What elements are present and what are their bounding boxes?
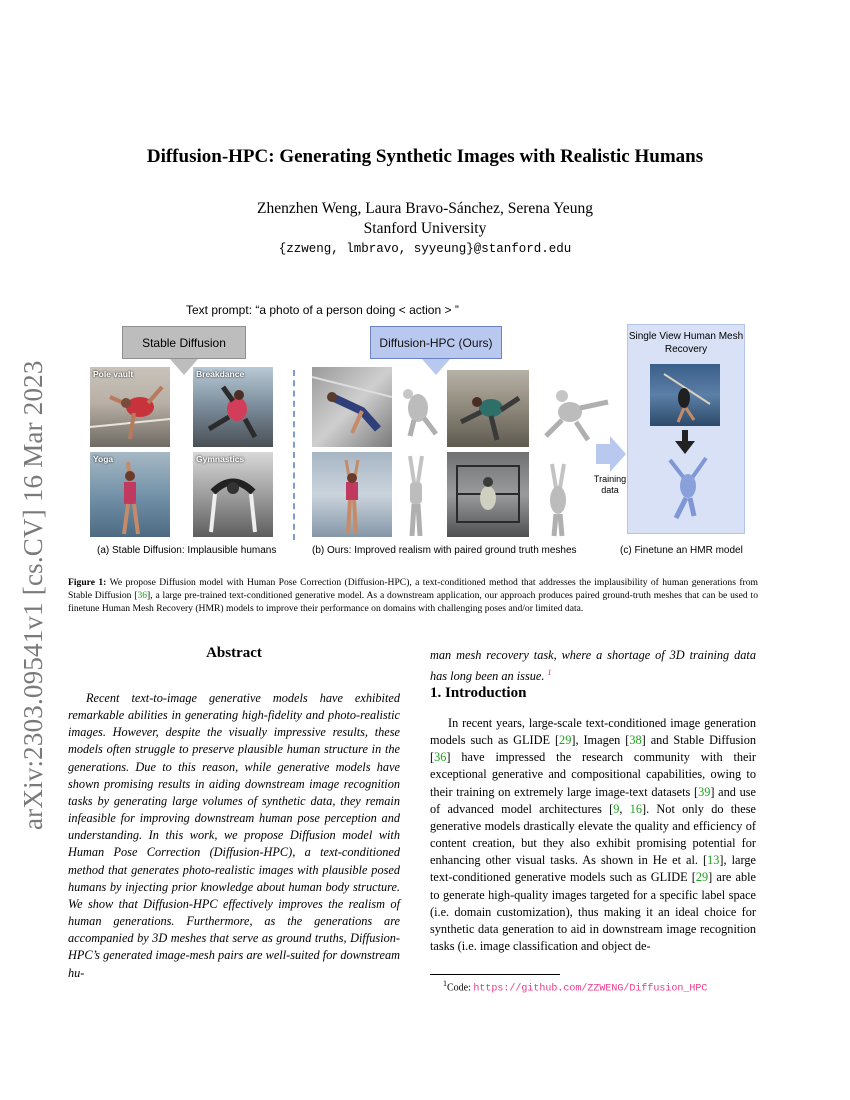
pole-vault-figure bbox=[90, 367, 170, 447]
photo-pole-vault bbox=[90, 367, 170, 447]
citation[interactable]: 36 bbox=[434, 750, 447, 765]
citation[interactable]: 39 bbox=[698, 784, 711, 799]
gymnastics-figure bbox=[193, 452, 273, 537]
photo-ours-yoga bbox=[312, 452, 392, 537]
paper-title: Diffusion-HPC: Generating Synthetic Images with Realistic Humans bbox=[146, 146, 704, 167]
citation[interactable]: 29 bbox=[559, 733, 572, 748]
hmr-input-figure bbox=[650, 364, 720, 426]
figure-divider bbox=[293, 370, 295, 540]
footnote-mark[interactable]: 1 bbox=[547, 668, 552, 678]
mesh-breakdance bbox=[532, 378, 612, 446]
figure-caption bbox=[68, 576, 758, 615]
abstract-continuation bbox=[430, 647, 756, 685]
ours-yoga-figure bbox=[312, 452, 392, 537]
callout-diffusion-hpc: Diffusion-HPC (Ours) bbox=[370, 326, 502, 359]
training-arrow bbox=[596, 444, 610, 464]
photo-ours-breakdance bbox=[447, 370, 529, 447]
caption-text-1: We propose Diffusion model with Human Pose Correction (Diffusion-HPC), a text-conditioned method that addresses the implausibility of human generations from Stable Diffusion [ bbox=[68, 577, 758, 601]
footnote-rule bbox=[430, 974, 560, 975]
photo-ours-pole-vault bbox=[312, 367, 392, 447]
footnote-label: Code: bbox=[447, 982, 474, 994]
breakdance-figure bbox=[193, 367, 273, 447]
training-data-label: Training data bbox=[593, 474, 627, 495]
intro-text: , bbox=[619, 801, 630, 816]
author-list: Zhenzhen Weng, Laura Bravo-Sánchez, Serena Yeung bbox=[257, 200, 593, 217]
abstract-heading: Abstract bbox=[206, 645, 262, 661]
ours-pole-vault-figure bbox=[312, 367, 392, 447]
abstract-continuation-text: man mesh recovery task, where a shortage of 3D training data has long been an issue. bbox=[430, 648, 756, 684]
callout-pointer-ours bbox=[422, 359, 450, 375]
caption-label: Figure 1: bbox=[68, 577, 107, 588]
intro-text: ] have impressed the research community with their exceptional generative and compositional capabilities, owing to their training on extremely large image-text datasets [ bbox=[430, 750, 756, 799]
hmr-output-mesh bbox=[660, 454, 716, 522]
caption-citation[interactable]: 36 bbox=[137, 590, 148, 601]
intro-text: ], Imagen [ bbox=[571, 733, 630, 748]
citation[interactable]: 16 bbox=[629, 801, 643, 816]
photo-label-breakdance: Breakdance bbox=[196, 369, 245, 379]
code-link[interactable]: https://github.com/ZZWENG/Diffusion_HPC bbox=[473, 983, 708, 995]
photo-label-yoga: Yoga bbox=[93, 454, 114, 464]
figure-text-prompt: Text prompt: “a photo of a person doing < action > ” bbox=[186, 303, 459, 317]
ours-gymnastics-figure bbox=[447, 452, 529, 537]
intro-heading: 1. Introduction bbox=[430, 685, 527, 701]
intro-text: ] and use of advanced model architectures [ bbox=[430, 784, 757, 816]
intro-text: ] and Stable Diffusion [ bbox=[430, 733, 756, 765]
mesh-yoga bbox=[396, 452, 436, 538]
intro-text: ], large text-conditioned generative models such as GLIDE [ bbox=[430, 853, 756, 885]
abstract-body: Recent text-to-image generative models have exhibited remarkable abilities in generating high-fidelity and photo-realistic images. However, despite the visually impressive results, these models often struggle to preserve plausible human structure in the generations. Due to this reason, while generative models have shown promising results in aiding downstream image recognition tasks by generating large volumes of synthetic data, they remain infeasible for improving downstream human pose perception and understanding. In this work, we propose Diffusion model with Human Pose Correction (Diffusion-HPC), a text-conditioned method that generates photo-realistic images with plausible posed humans by injecting prior knowledge about human body structure. We show that Diffusion-HPC effectively improves the realism of human generations. Furthermore, as the generations are accompanied by 3D meshes that serve as ground truths, Diffusion-HPC’s generated image-mesh pairs are well-suited for downstream hu- bbox=[68, 691, 400, 980]
photo-hmr-input bbox=[650, 364, 720, 426]
hmr-panel-title: Single View Human Mesh Recovery bbox=[628, 331, 744, 355]
mesh-gymnastics bbox=[540, 460, 576, 538]
citation[interactable]: 38 bbox=[629, 733, 642, 748]
training-arrow-head bbox=[610, 436, 626, 472]
caption-text-2: ], a large pre-trained text-conditioned generative model. As a downstream application, our approach produces paired ground-truth meshes that can be used to finetune Human Mesh Recovery (HMR) models to improve their performance on domains with challenging poses and/or limited data. bbox=[68, 590, 758, 614]
citation[interactable]: 9 bbox=[613, 801, 620, 816]
photo-label-gymnastics: Gymnastics bbox=[196, 454, 245, 464]
mesh-pole-vault bbox=[394, 380, 442, 440]
subcaption-c: (c) Finetune an HMR model bbox=[620, 545, 743, 556]
arxiv-identifier: arXiv:2303.09541v1 [cs.CV] 16 Mar 2023 bbox=[18, 360, 48, 830]
footnote-number: 1 bbox=[443, 979, 447, 988]
intro-text: ] are able to generate high-quality images targeted for a specific label space (i.e. domain customization), thus making it an ideal choice for synthetic data generation to aid in downstream image recognition tasks (i.e. image classification and object de- bbox=[430, 870, 756, 954]
photo-label-pole-vault: Pole vault bbox=[93, 369, 134, 379]
photo-yoga bbox=[90, 452, 170, 537]
subcaption-b: (b) Ours: Improved realism with paired ground truth meshes bbox=[312, 545, 577, 556]
affiliation: Stanford University bbox=[363, 220, 487, 237]
citation[interactable]: 29 bbox=[695, 870, 709, 885]
hmr-down-arrow bbox=[675, 430, 695, 454]
yoga-figure bbox=[90, 452, 170, 537]
intro-text: ]. Not only do these generative models drastically elevate the quality and efficiency of content creation, but they also exhibit promising potential for enhancing other visual tasks. As shown in He et al. [ bbox=[430, 801, 756, 868]
author-emails: {zzweng, lmbravo, syyeung}@stanford.edu bbox=[278, 242, 572, 256]
ours-breakdance-figure bbox=[447, 370, 529, 447]
subcaption-a: (a) Stable Diffusion: Implausible humans bbox=[97, 545, 277, 556]
citation[interactable]: 13 bbox=[707, 853, 720, 868]
photo-gymnastics bbox=[193, 452, 273, 537]
footnote bbox=[443, 979, 707, 994]
callout-stable-diffusion: Stable Diffusion bbox=[122, 326, 246, 359]
intro-text: In recent years, large-scale text-conditioned image generation models such as GLIDE [ bbox=[430, 716, 756, 748]
intro-body bbox=[430, 715, 756, 955]
photo-ours-gymnastics bbox=[447, 452, 529, 537]
photo-breakdance bbox=[193, 367, 273, 447]
